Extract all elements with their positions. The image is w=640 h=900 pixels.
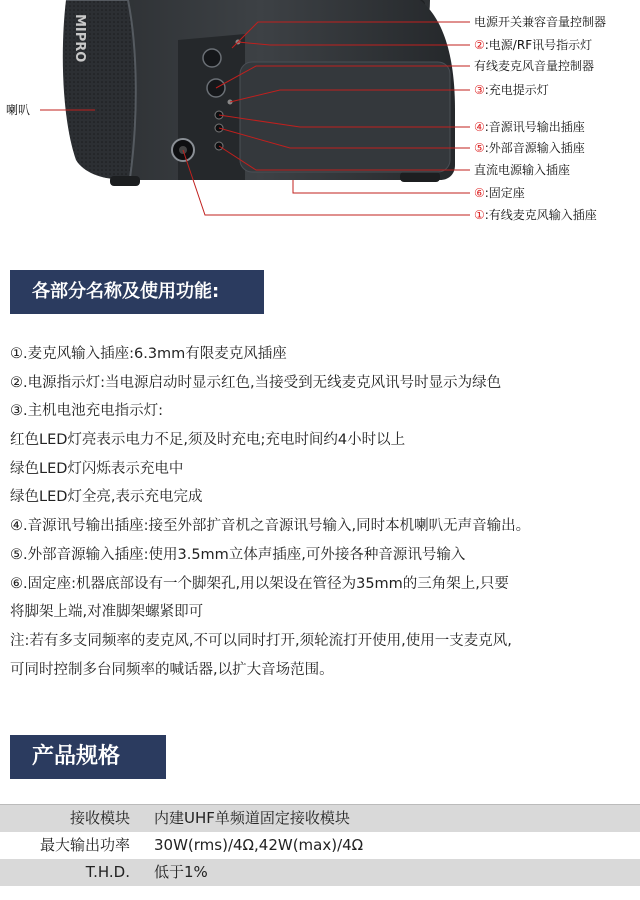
desc-line: 绿色LED灯全亮,表示充电完成: [10, 489, 203, 506]
callout-power-volume: 电源开关兼容音量控制器: [474, 15, 607, 29]
callout-dc-input: 直流电源输入插座: [474, 163, 571, 177]
desc-line: 将脚架上端,对准脚架螺紧即可: [10, 604, 204, 621]
callout-wired-mic-input: ①:有线麦克风输入插座: [474, 208, 597, 222]
callout-wired-mic-volume: 有线麦克风音量控制器: [474, 59, 595, 73]
spec-row: [0, 805, 640, 832]
desc-line: ⑥.固定座:机器底部设有一个脚架孔,用以架设在管径为35mm的三角架上,只要: [10, 575, 509, 592]
desc-line: ①.麦克风输入插座:6.3mm有限麦克风插座: [10, 346, 287, 362]
desc-line: 绿色LED灯闪烁表示充电中: [10, 460, 184, 477]
desc-line: ②.电源指示灯:当电源启动时显示红色,当接受到无线麦克风讯号时显示为绿色: [10, 374, 502, 391]
callout-audio-output: ④:音源讯号输出插座: [474, 120, 585, 134]
callout-external-input: ⑤:外部音源输入插座: [474, 141, 585, 155]
speaker-label: 喇叭: [6, 103, 31, 117]
spec-name: 最大输出功率: [39, 836, 130, 854]
parts-description: [10, 340, 635, 684]
desc-line: ④.音源讯号输出插座:接至外部扩音机之音源讯号输入,同时本机喇叭无声音输出。: [10, 518, 531, 535]
desc-line: 可同时控制多台同频率的喊话器,以扩大音场范围。: [10, 661, 334, 678]
spec-value: 内建UHF单频道固定接收模块: [154, 809, 350, 827]
callout-mount: ⑥:固定座: [474, 186, 525, 200]
speaker-illustration: [0, 0, 640, 232]
spec-table: [0, 805, 640, 886]
section-heading-parts: 各部分名称及使用功能:: [10, 270, 264, 314]
spec-name: 接收模块: [69, 809, 130, 827]
spec-row: [0, 859, 640, 886]
desc-line: 红色LED灯亮表示电力不足,须及时充电;充电时间约4小时以上: [10, 432, 406, 449]
spec-name: T.H.D.: [85, 863, 130, 881]
spec-row: [0, 832, 640, 859]
desc-line: 注:若有多支同频率的麦克风,不可以同时打开,须轮流打开使用,使用一支麦克风,: [10, 632, 512, 649]
section-heading-specs: 产品规格: [10, 735, 166, 779]
desc-line: ③.主机电池充电指示灯:: [10, 403, 163, 420]
callout-charge-led: ③:充电提示灯: [474, 83, 549, 97]
product-diagram: [0, 0, 640, 232]
spec-value: 30W(rms)/4Ω,42W(max)/4Ω: [154, 836, 364, 854]
desc-line: ⑤.外部音源输入插座:使用3.5mm立体声插座,可外接各种音源讯号输入: [10, 546, 466, 563]
spec-value: 低于1%: [154, 863, 208, 881]
brand-logo-text: MIPRO: [72, 14, 87, 63]
callout-power-rf-led: ②:电源/RF讯号指示灯: [474, 38, 593, 52]
